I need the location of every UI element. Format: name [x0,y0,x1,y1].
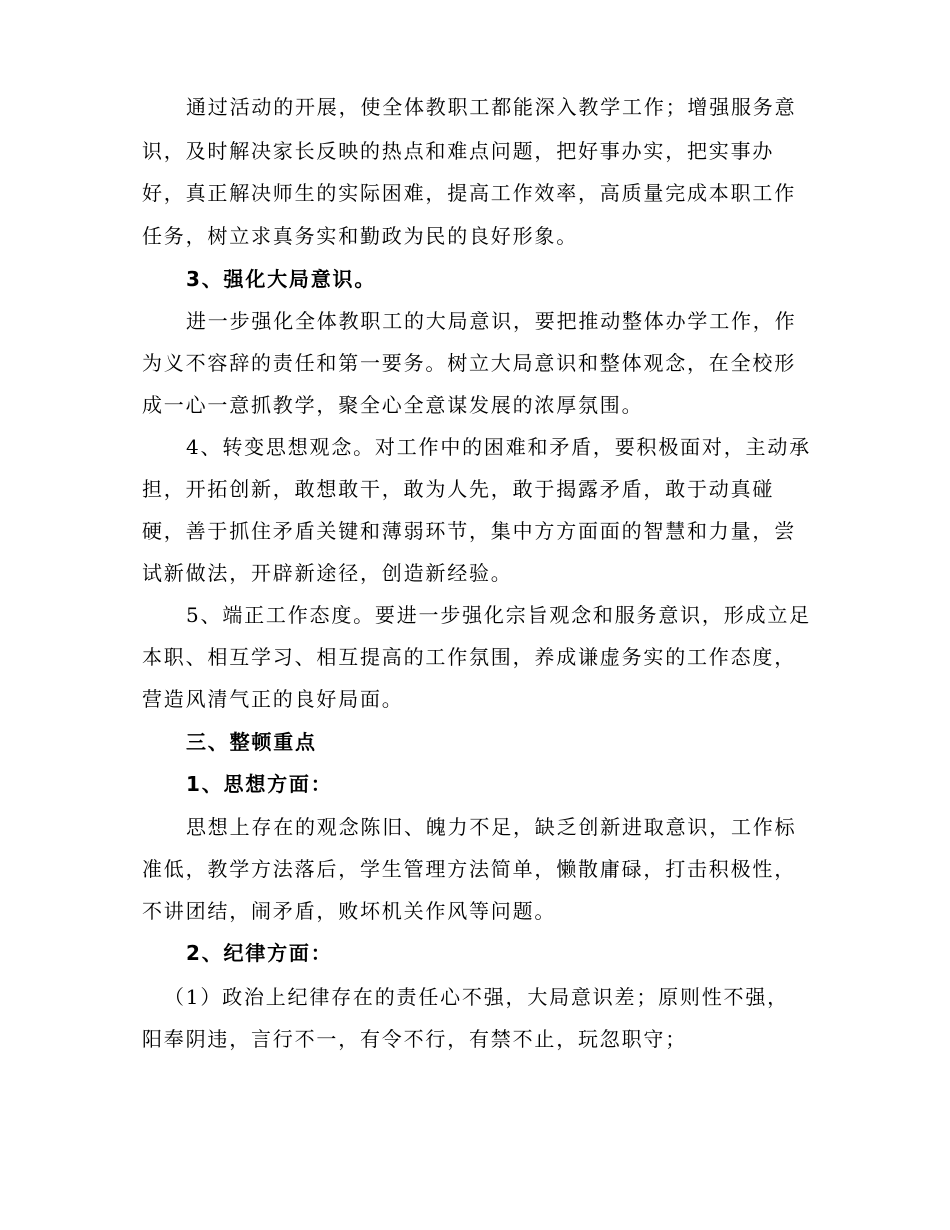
paragraph-3-line-3: 成一心一意抓教学，聚全心全意谋发展的浓厚氛围。 [142,393,644,417]
paragraph-5-line-1: 5、端正工作态度。要进一步强化宗旨观念和服务意识，形成立足 [186,603,811,627]
paragraph-4-line-4: 试新做法，开辟新途径，创造新经验。 [142,561,513,585]
paragraph-3-line-2: 为义不容辞的责任和第一要务。树立大局意识和整体观念，在全校形 [142,351,796,375]
section-heading-3: 三、整顿重点 [186,730,317,754]
thought-paragraph-line-1: 思想上存在的观念陈旧、魄力不足，缺乏创新进取意识，工作标 [186,815,797,839]
thought-paragraph-line-3: 不讲团结，闹矛盾，败坏机关作风等问题。 [142,899,557,923]
paragraph-5-line-3: 营造风清气正的良好局面。 [142,687,404,711]
discipline-paragraph-line-2: 阳奉阴违，言行不一，有令不行，有禁不止，玩忽职守； [142,1027,687,1051]
heading-3: 3、强化大局意识。 [186,267,377,291]
paragraph-1-line-3: 好，真正解决师生的实际困难，提高工作效率，高质量完成本职工作 [142,181,796,205]
discipline-paragraph-line-1: （1）政治上纪律存在的责任心不强，大局意识差；原则性不强， [164,985,789,1009]
paragraph-4-line-1: 4、转变思想观念。对工作中的困难和矛盾，要积极面对，主动承 [186,435,811,459]
subheading-1: 1、思想方面： [186,772,333,796]
paragraph-4-line-3: 硬，善于抓住矛盾关键和薄弱环节，集中方方面面的智慧和力量，尝 [142,519,796,543]
subheading-2: 2、纪律方面： [186,941,333,965]
paragraph-1-line-1: 通过活动的开展，使全体教职工都能深入教学工作；增强服务意 [186,95,797,119]
paragraph-1-line-2: 识，及时解决家长反映的热点和难点问题，把好事办实，把实事办 [142,139,775,163]
paragraph-3-line-1: 进一步强化全体教职工的大局意识，要把推动整体办学工作，作 [186,309,797,333]
paragraph-1-line-4: 任务，树立求真务实和勤政为民的良好形象。 [142,224,578,248]
paragraph-4-line-2: 担，开拓创新，敢想敢干，敢为人先，敢于揭露矛盾，敢于动真碰 [142,477,775,501]
paragraph-5-line-2: 本职、相互学习、相互提高的工作氛围，养成谦虚务实的工作态度， [142,645,796,669]
thought-paragraph-line-2: 准低，教学方法落后，学生管理方法简单，懒散庸碌，打击积极性， [142,857,796,881]
